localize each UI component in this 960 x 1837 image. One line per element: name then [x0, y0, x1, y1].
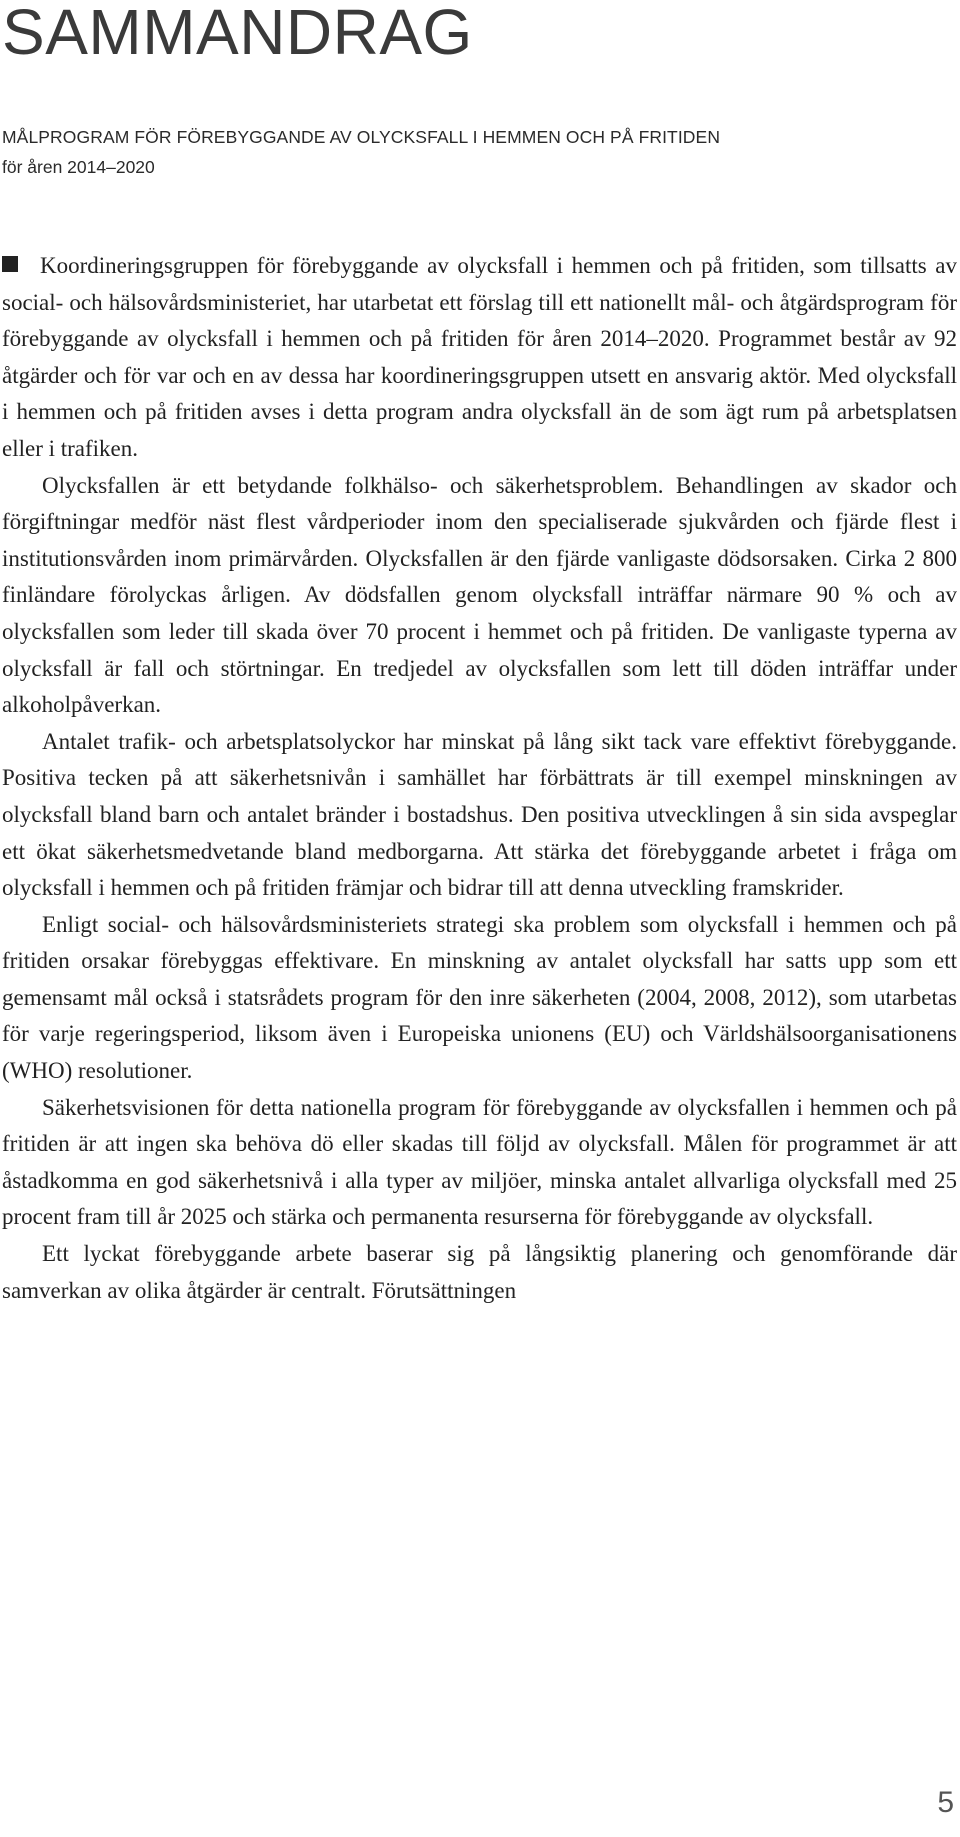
page-number: 5 — [937, 1786, 954, 1819]
paragraph-1 — [2, 248, 957, 468]
paragraph-1-text: Koordineringsgruppen för förebyggande av olycksfall i hemmen och på fritiden, som tillsatts av social- och hälsovårdsministeriet, har utarbetat ett förslag till ett nationellt mål- och åtgärdsprogram för förebyggande av olycksfall i hemmen och på fritiden för åren 2014–2020. Programmet består av 92 åtgärder och för var och en av dessa har koordineringsgruppen utsett en ansvarig aktör. Med olycksfall i hemmen och på fritiden avses i detta program andra olycksfall än de som ägt rum på arbetsplatsen eller i trafiken. — [2, 253, 957, 461]
subtitle-program-name: MÅLPROGRAM FÖR FÖREBYGGANDE AV OLYCKSFALL I HEMMEN OCH PÅ FRITIDEN — [2, 127, 721, 147]
subtitle — [2, 122, 932, 182]
paragraph-3: Antalet trafik- och arbetsplatsolyckor har minskat på lång sikt tack vare effektivt förebyggande. Positiva tecken på att säkerhetsnivån i samhället har förbättrats är till exempel minskningen av olycksfall bland barn och antalet bränder i bostadshus. Den positiva utvecklingen å sin sida avspeglar ett ökat säkerhetsmedvetande bland medborgarna. Att stärka det förebyggande arbetet i fråga om olycksfall i hemmen och på fritiden främjar och bidrar till att denna utveckling framskrider. — [2, 728, 957, 901]
body-text — [2, 248, 957, 1309]
paragraph-2: Olycksfallen är ett betydande folkhälso- och säkerhetsproblem. Behandlingen av skador och förgiftningar medför näst flest vårdperioder inom den specialiserade sjukvården och fjärde flest i institutionsvården inom primärvården. Olycksfallen är den fjärde vanligaste dödsorsaken. Cirka 2 800 finländare förolyckas årligen. Av dödsfallen genom olycksfall inträffar närmare 90 % och av olycksfallen som leder till skada över 70 procent i hemmet och på fritiden. De vanligaste typerna av olycksfall är fall och störtningar. En tredjedel av olycksfallen som lett till döden inträffar under alkoholpåverkan. — [2, 472, 957, 718]
page-title: SAMMANDRAG — [2, 0, 473, 68]
subtitle-years: för åren 2014–2020 — [2, 157, 155, 177]
paragraph-6: Ett lyckat förebyggande arbete baserar sig på långsiktig planering och genomförande där samverkan av olika åtgärder är centralt. Förutsättningen — [2, 1241, 957, 1303]
paragraph-5: Säkerhetsvisionen för detta nationella program för förebyggande av olycksfallen i hemmen och på fritiden är att ingen ska behöva dö eller skadas till följd av olycksfall. Målen för programmet är att åstadkomma en god säkerhetsnivå i alla typer av miljöer, minska antalet allvarliga olycksfall med 25 procent fram till år 2025 och stärka och permanenta resurserna för förebyggande av olycksfall. — [2, 1094, 957, 1230]
square-bullet-icon — [2, 256, 18, 272]
paragraph-4: Enligt social- och hälsovårdsministeriets strategi ska problem som olycksfall i hemmen och på fritiden orsakar förebyggas effektivare. En minskning av antalet olycksfall har satts upp som ett gemensamt mål också i statsrådets program för den inre säkerheten (2004, 2008, 2012), som utarbetas för varje regeringsperiod, liksom även i Europeiska unionens (EU) och Världshälsoorganisationens (WHO) resolutioner. — [2, 911, 957, 1084]
